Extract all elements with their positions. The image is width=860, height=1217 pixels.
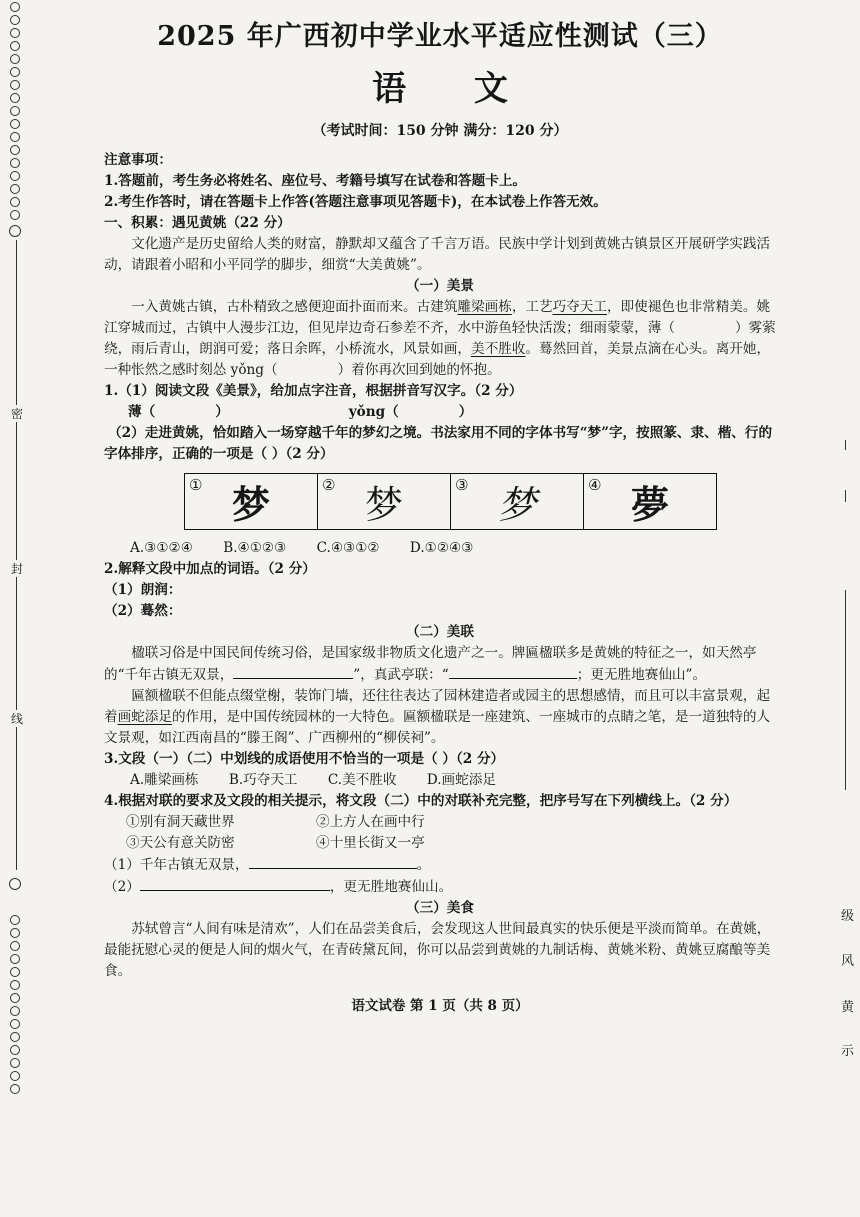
question-3-options [130,770,776,791]
underlined-idiom: 画蛇添足 [117,709,172,725]
page-footer: 语文试卷 第 1 页（共 8 页） [351,998,529,1014]
answer-line-4-2: （2） ，更无胜地赛仙山。 [104,876,776,898]
exam-page [104,14,776,1014]
choice: ③天公有意关防密 [126,835,235,851]
edge-char: 黄 [840,1000,854,1015]
option: B.④①②③ [223,540,287,556]
question-2: 2.解释文段中加点的词语。（2 分） [104,561,316,577]
seal-char-mi: 密 [6,405,28,422]
choice: ②上方人在画中行 [316,814,425,830]
binding-holes-bottom [10,915,24,1094]
option: C.④③①② [316,540,380,556]
underlined-idiom: 巧夺天工 [552,299,607,315]
option: B.巧夺天工 [228,772,298,788]
passage-meilian-1: 楹联习俗是中国民间传统习俗，是国家级非物质文化遗产之一。牌匾楹联多是黄姚的特征之一，如天然亭的“千年古镇无双景， ”，真武亭联：“ ；更无胜地赛仙山”。 [104,645,757,683]
passage-meijing: 一入黄姚古镇，古朴精致之感便迎面扑面而来。古建筑雕梁画栋，工艺巧夺天工，即使褪色也非常精美。姚江穿城而过，古镇中人漫步江边，但见岸边奇石参差不齐，水中游鱼轻快活泼；细雨蒙蒙，薄（ ）雾萦绕，雨后青山，朗润可爱；落日余晖，小桥流水，风景如画，美不胜收。蓦然回首，美景点滴在心头。离开她，一种怅然之感时刻怂 yǒng（ ）着你再次回到她的怀抱。 [104,299,776,378]
part-title-meilian: （二）美联 [406,624,474,640]
edge-char: 级 [840,909,854,924]
passage-meishi: 苏轼曾言“人间有味是清欢”，人们在品尝美食后，会发现这人世间最真实的快乐便是平淡而简单。在黄姚，最能抚慰心灵的便是人间的烟火气，在青砖黛瓦间，你可以品尝到黄姚的九制话梅、黄姚米粉、黄姚豆腐酿等美食。 [104,921,771,979]
underlined-idiom: 美不胜收 [471,341,526,357]
question-1-options [130,538,776,559]
passage-meilian-2: 匾额楹联不但能点缀堂榭，装饰门墙，还往往表达了园林建造者或园主的思想感情，而且可以丰富景观，起着画蛇添足的作用，是中国传统园林的一大特色。匾额楹联是一座建筑、一座城市的点睛之笔，是一道独特的人文景观，如江西南昌的“滕王阁”、广西柳州的“柳侯祠”。 [104,688,771,746]
question-4: 4.根据对联的要求及文段的相关提示，将文段（二）中的对联补充完整，把序号写在下列横线上。（2 分） [104,793,738,809]
section-intro: 文化遗产是历史留给人类的财富，静默却又蕴含了千言万语。民族中学计划到黄姚古镇景区开展研学实践活动，请跟着小昭和小平同学的脚步，细赏“大美黄姚”。 [104,236,771,273]
part-title-meishi: （三）美食 [406,900,474,916]
answer-line-4-1: （1）千年古镇无双景， 。 [104,854,776,876]
calligraphy-table [184,473,717,530]
question-2-item: （1）朗润： [104,582,182,598]
note-item: 2.考生作答时，请在答题卡上作答(答题注意事项见答题卡)，在本试卷上作答无效。 [104,194,607,210]
subject-title: 语 文 [372,69,536,109]
question-4-choices [126,812,776,854]
note-item: 1.答题前，考生务必将姓名、座位号、考籍号填写在试卷和答题卡上。 [104,173,527,189]
option: C.美不胜收 [327,772,397,788]
binding-knot [9,225,21,237]
section-heading: 一、积累：遇见黄姚（22 分） [104,215,291,231]
choice: ①别有洞天藏世界 [126,814,235,830]
option: D.①②④③ [409,540,474,556]
answer-line-1-1: 薄（ ） yǒng（ ） [128,404,473,420]
option: D.画蛇添足 [426,772,496,788]
option: A.雕梁画栋 [130,772,199,788]
choice: ④十里长街又一亭 [316,835,425,851]
binding-gutter [0,0,34,1217]
exam-info: （考试时间：150 分钟 满分：120 分） [312,123,568,139]
binding-knot [9,878,21,890]
seal-char-feng: 封 [6,560,28,577]
question-2-item: （2）蓦然： [104,603,182,619]
question-3: 3.文段（一）（二）中划线的成语使用不恰当的一项是（ ）（2 分） [104,751,505,767]
option: A.③①②④ [130,540,193,556]
binding-holes-top [10,2,24,220]
calligraphy-cell: ③ 梦 [451,474,584,530]
edge-char: 风 [840,954,854,969]
exam-title: 2025 年广西初中学业水平适应性测试（三） [157,21,723,52]
part-title-meijing: （一）美景 [406,278,474,294]
question-1-1: 1.（1）阅读文段《美景》，给加点字注音，根据拼音写汉字。（2 分） [104,383,523,399]
notes-heading: 注意事项： [104,152,172,168]
calligraphy-cell: ① 梦 [185,474,318,530]
question-1-2: （2）走进黄姚，恰如踏入一场穿越千年的梦幻之境。书法家用不同的字体书写“梦”字，按照篆、隶、楷、行的字体排序，正确的一项是（ ）（2 分） [104,425,773,462]
seal-char-xian: 线 [6,710,28,727]
calligraphy-cell: ② 梦 [318,474,451,530]
calligraphy-cell: ④ 夢 [584,474,717,530]
binding-line [16,240,17,870]
underlined-idiom: 雕梁画栋 [457,299,512,315]
edge-char: 示 [840,1044,854,1059]
adjacent-page-edge [830,0,860,1217]
